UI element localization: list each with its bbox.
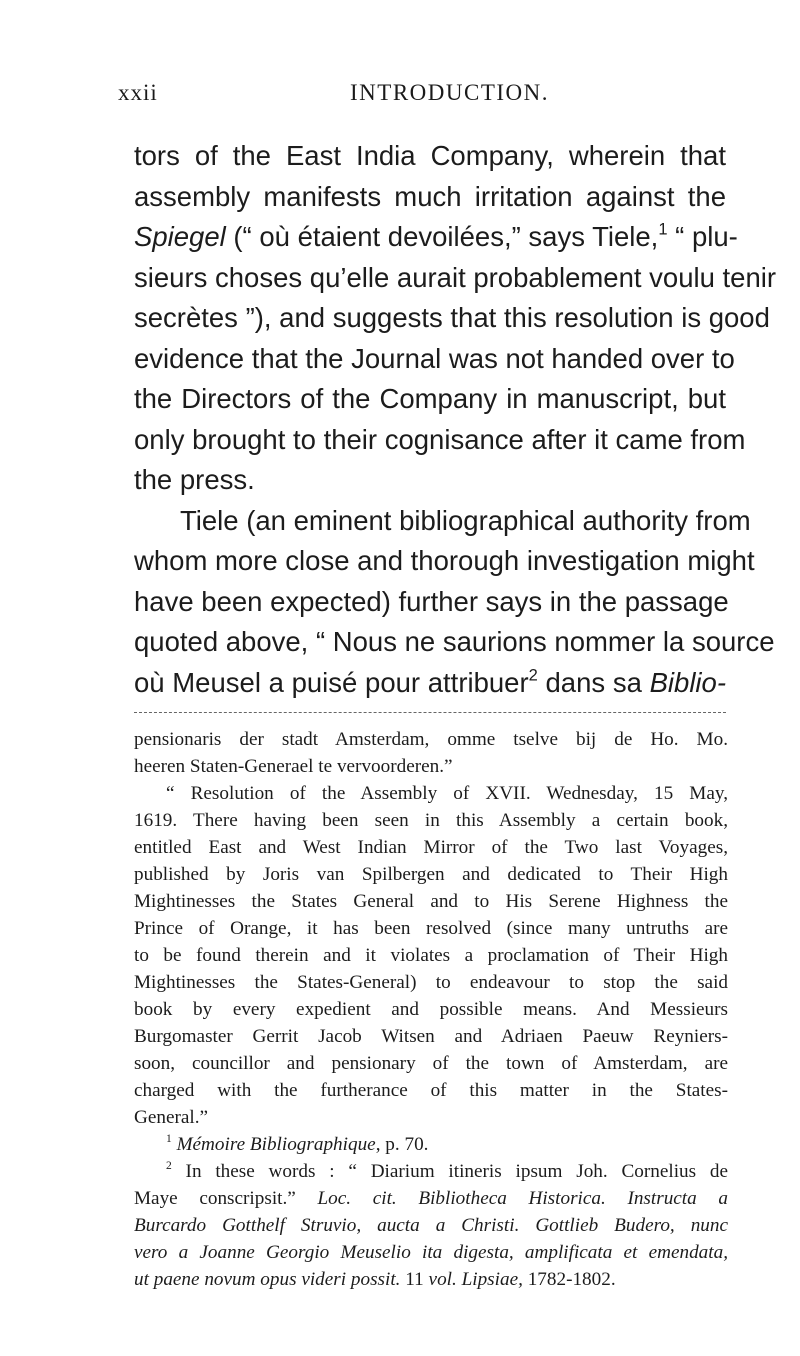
body-line: the press.	[134, 464, 255, 495]
footnote-line: entitled East and West Indian Mirror of the Two last Voyages,	[134, 837, 728, 858]
footnote-fragment: 1782-1802.	[522, 1269, 616, 1290]
italic-title: vero a Joanne Georgio Meuselio ita digesta, amplificata et emendata,	[134, 1242, 728, 1263]
body-line: assembly manifests much irritation against the	[134, 180, 726, 212]
footnote-fragment: , p. 70.	[375, 1134, 429, 1155]
footnote-line: heeren Staten-Generael te vervoorderen.”	[134, 756, 453, 777]
body-line: evidence that the Journal was not handed over to	[134, 342, 735, 374]
footnote-line: 1619. There having been seen in this Assembly a certain book,	[134, 810, 728, 831]
footnote-line: pensionaris der stadt Amsterdam, omme tselve bij de Ho. Mo.	[134, 729, 728, 750]
body-fragment: où Meusel a puisé pour attribuer	[134, 666, 529, 698]
footnote-line: book by every expedient and possible means. And Messieurs	[134, 999, 728, 1020]
body-line: secrètes ”), and suggests that this resolution is good	[134, 302, 770, 333]
footnote-line	[134, 1239, 728, 1266]
italic-title: Biblio-	[649, 666, 726, 698]
footnote-1	[134, 1131, 728, 1158]
page-number: xxii	[118, 80, 158, 105]
footnote-line: Mightinesses the States-General) to endeavour to stop the said	[134, 972, 728, 993]
footnote-marker: 2	[166, 1159, 172, 1172]
body-line: have been expected) further says in the passage	[134, 585, 729, 617]
italic-title: Spiegel	[134, 221, 226, 252]
footnote-line: Mightinesses the States General and to His Serene Highness the	[134, 891, 728, 912]
footnote-line: Prince of Orange, it has been resolved (since many untruths are	[134, 918, 728, 939]
footnote-line: “ Resolution of the Assembly of XVII. Wednesday, 15 May,	[166, 783, 728, 804]
italic-title: Loc. cit. Bibliotheca Historica. Instructa a	[317, 1188, 728, 1209]
footnote-fragment: 11	[400, 1269, 429, 1290]
footnote-fragment: Maye conscripsit.”	[134, 1188, 318, 1209]
footnote-line	[134, 1185, 728, 1212]
body-fragment: “ plu-	[667, 221, 738, 252]
body-line: tors of the East India Company, wherein that	[134, 140, 726, 171]
main-body-text	[134, 136, 777, 703]
italic-title: ut paene novum opus videri possit.	[134, 1269, 401, 1290]
footnote-marker: 1	[166, 1132, 172, 1145]
body-line: only brought to their cognisance after it came from	[134, 423, 746, 455]
running-title: INTRODUCTION.	[350, 80, 550, 105]
body-line	[134, 663, 726, 704]
body-fragment: (“ où étaient devoilées,” says Tiele,	[225, 221, 659, 252]
footnote-line: soon, councillor and pensionary of the town of Amsterdam, are	[134, 1053, 728, 1074]
body-line: Tiele (an eminent bibliographical authority from	[180, 504, 751, 536]
footnote-2	[134, 1158, 728, 1185]
footnote-line	[134, 1266, 728, 1293]
footnotes	[134, 726, 728, 1293]
body-fragment: dans sa	[537, 666, 650, 698]
footnote-ref: 2	[528, 665, 538, 684]
footnote-line: Burgomaster Gerrit Jacob Witsen and Adriaen Paeuw Reyniers-	[134, 1026, 728, 1047]
footnote-line: published by Joris van Spilbergen and dedicated to Their High	[134, 864, 728, 885]
italic-title: Mémoire Bibliographique	[176, 1134, 376, 1155]
footnote-line: General.”	[134, 1107, 209, 1128]
body-line: whom more close and thorough investigation might	[134, 545, 755, 576]
body-line: sieurs choses qu’elle aurait probablement voulu tenir	[134, 261, 777, 293]
italic-title: Burcardo Gotthelf Struvio, aucta a Christi. Gottlieb Budero, nunc	[134, 1215, 728, 1236]
footnote-line	[134, 1212, 728, 1239]
footnote-divider	[134, 712, 726, 713]
footnote-line: to be found therein and it violates a proclamation of Their High	[134, 945, 728, 966]
footnote-fragment: In these words : “ Diarium itineris ipsum Joh. Cornelius de	[171, 1161, 728, 1182]
page-header	[118, 80, 718, 120]
body-line	[134, 217, 738, 258]
italic-title: vol. Lipsiae,	[428, 1269, 523, 1290]
footnote-ref: 1	[658, 220, 668, 239]
footnote-line: charged with the furtherance of this matter in the States-	[134, 1080, 728, 1101]
body-line: quoted above, “ Nous ne saurions nommer la source	[134, 626, 775, 657]
body-line: the Directors of the Company in manuscript, but	[134, 383, 726, 414]
